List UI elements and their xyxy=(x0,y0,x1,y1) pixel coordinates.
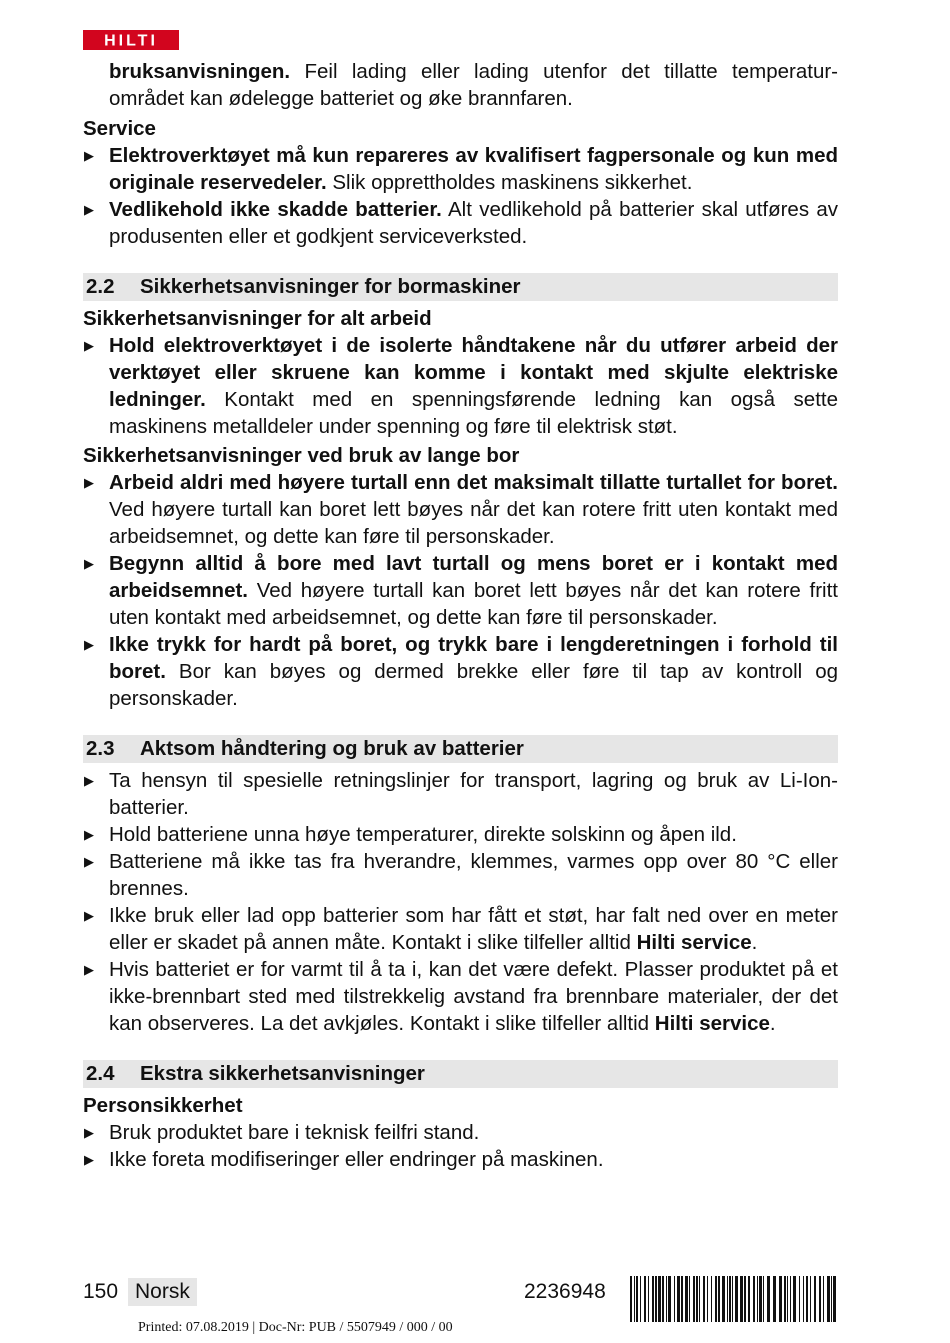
section-heading-2-2: 2.2 Sikkerhetsanvisninger for bormaskiner xyxy=(83,273,838,301)
triangle-bullet-icon: ▶ xyxy=(84,773,94,788)
subheading-personal-safety: Personsikkerhet xyxy=(83,1094,243,1117)
barcode-bar xyxy=(722,1276,725,1322)
barcode-bar xyxy=(823,1276,824,1322)
document-number: 2236948 xyxy=(524,1280,606,1303)
triangle-bullet-icon: ▶ xyxy=(84,1152,94,1167)
barcode-bar xyxy=(729,1276,731,1322)
barcode-bar xyxy=(787,1276,788,1322)
barcode-bar xyxy=(819,1276,821,1322)
barcode-bar xyxy=(799,1276,800,1322)
list-item: ▶ Elektroverktøyet må kun repareres av kvalifisert fagpersonale og kun med originale reservedeler. Slik opprettholdes maskinens sikkerhet. xyxy=(84,144,838,194)
document-body xyxy=(83,58,838,1173)
barcode-bar xyxy=(833,1276,836,1322)
page-footer xyxy=(83,1278,838,1308)
barcode-bar xyxy=(767,1276,770,1322)
barcode-bar xyxy=(662,1276,664,1322)
barcode-bar xyxy=(703,1276,705,1322)
section-heading-2-4: 2.4 Ekstra sikkerhetsanvisninger xyxy=(83,1060,838,1088)
barcode-bar xyxy=(793,1276,796,1322)
barcode-bar xyxy=(707,1276,708,1322)
barcode-bar xyxy=(693,1276,695,1322)
barcode-bar xyxy=(711,1276,712,1322)
barcode-bar xyxy=(727,1276,728,1322)
triangle-bullet-icon: ▶ xyxy=(84,1125,94,1140)
barcode-bar xyxy=(634,1276,635,1322)
subheading-long-bits: Sikkerhetsanvisninger ved bruk av lange bor xyxy=(83,444,520,467)
list-item: ▶ Ikke bruk eller lad opp batterier som har fått et støt, har falt ned over en meter eller er skadet på annen måte. Kontakt i slike tilfeller alltid Hilti service. xyxy=(84,904,838,954)
barcode-bar xyxy=(748,1276,750,1322)
service-heading: Service xyxy=(83,117,156,140)
language-label: Norsk xyxy=(128,1278,197,1306)
barcode-bar xyxy=(674,1276,675,1322)
barcode-bar xyxy=(753,1276,755,1322)
barcode-bar xyxy=(740,1276,743,1322)
barcode-bar xyxy=(630,1276,632,1322)
intro-paragraph: bruksanvisningen. Feil lading eller lading utenfor det tillatte temperatur-området kan ødelegge batteriet og øke brannfaren. xyxy=(109,60,838,110)
triangle-bullet-icon: ▶ xyxy=(84,475,94,490)
barcode-bar xyxy=(668,1276,671,1322)
list-item: ▶ Arbeid aldri med høyere turtall enn det maksimalt tillatte turtallet for boret. Ved høyere turtall kan boret lett bøyes når det kan rotere fritt uten kontakt med arbeidsemnet, og dette kan føre til personskader. xyxy=(84,471,838,548)
list-item: ▶ Hold elektroverktøyet i de isolerte håndtakene når du utfører arbeid der verktøyet eller skruene kan komme i kontakt med skjulte elektriske ledninger. Kontakt med en spenningsførende ledning kan også sette maskinens metalldeler under spenning og føre til elektrisk støt. xyxy=(84,334,838,438)
triangle-bullet-icon: ▶ xyxy=(84,827,94,842)
list-item: ▶ Ta hensyn til spesielle retningslinjer for transport, lagring og bruk av Li-Ion-batterier. xyxy=(84,769,838,819)
barcode-bar xyxy=(827,1276,830,1322)
barcode-bar xyxy=(831,1276,832,1322)
barcode-bar xyxy=(655,1276,657,1322)
subheading-all-work: Sikkerhetsanvisninger for alt arbeid xyxy=(83,307,432,330)
barcode-bar xyxy=(806,1276,808,1322)
list-item: ▶ Bruk produktet bare i teknisk feilfri stand. xyxy=(84,1121,480,1144)
barcode-bar xyxy=(773,1276,776,1322)
triangle-bullet-icon: ▶ xyxy=(84,854,94,869)
barcode-bar xyxy=(677,1276,680,1322)
barcode-bar xyxy=(784,1276,786,1322)
barcode-bar xyxy=(699,1276,700,1322)
barcode-bar xyxy=(644,1276,646,1322)
barcode-bar xyxy=(666,1276,667,1322)
triangle-bullet-icon: ▶ xyxy=(84,637,94,652)
svg-text:HILTI: HILTI xyxy=(104,32,158,50)
triangle-bullet-icon: ▶ xyxy=(84,556,94,571)
barcode-bar xyxy=(803,1276,804,1322)
list-item: ▶ Vedlikehold ikke skadde batterier. Alt vedlikehold på batterier skal utføres av produsenten eller et godkjent serviceverksted. xyxy=(84,198,839,248)
list-item: ▶ Hold batteriene unna høye temperaturer, direkte solskinn og åpen ild. xyxy=(84,823,737,846)
barcode-bar xyxy=(652,1276,654,1322)
list-item: ▶ Hvis batteriet er for varmt til å ta i, kan det være defekt. Plasser produktet på et ikke-brennbart sted med tilstrekkelig avstand fra brennbare materialer, der det kan observeres. La det avkjøles. Kontakt i slike tilfeller alltid Hilti service. xyxy=(84,958,838,1035)
triangle-bullet-icon: ▶ xyxy=(84,338,94,353)
triangle-bullet-icon: ▶ xyxy=(84,148,94,163)
barcode-bar xyxy=(648,1276,649,1322)
list-item: ▶ Ikke foreta modifiseringer eller endringer på maskinen. xyxy=(84,1148,604,1171)
barcode-bar xyxy=(763,1276,764,1322)
barcode-bar xyxy=(779,1276,782,1322)
hilti-logo xyxy=(83,30,179,50)
barcode-bar xyxy=(759,1276,762,1322)
barcode-icon xyxy=(630,1276,838,1322)
barcode-bar xyxy=(696,1276,698,1322)
triangle-bullet-icon: ▶ xyxy=(84,908,94,923)
page-number: 150 xyxy=(83,1280,119,1303)
barcode-bar xyxy=(715,1276,717,1322)
section-heading-2-3: 2.3 Aktsom håndtering og bruk av batterier xyxy=(83,735,838,763)
barcode-bar xyxy=(640,1276,641,1322)
barcode-bar xyxy=(735,1276,738,1322)
barcode-bar xyxy=(658,1276,661,1322)
barcode-bar xyxy=(814,1276,816,1322)
list-item: ▶ Ikke trykk for hardt på boret, og trykk bare i lengderetningen i forhold til boret. Bor kan bøyes og dermed brekke eller føre til tap av kontroll og personskader. xyxy=(84,633,838,710)
triangle-bullet-icon: ▶ xyxy=(84,202,94,217)
triangle-bullet-icon: ▶ xyxy=(84,962,94,977)
list-item: ▶ Begynn alltid å bore med lavt turtall og mens boret er i kontakt med arbeidsemnet. Ved høyere turtall kan boret lett bøyes når det kan rotere fritt uten kontakt med arbeidsemnet, og dette kan føre til personskader. xyxy=(84,552,838,629)
list-item: ▶ Batteriene må ikke tas fra hverandre, klemmes, varmes opp over 80 °C eller brennes. xyxy=(84,850,838,900)
print-info: Printed: 07.08.2019 | Doc-Nr: PUB / 5507949 / 000 / 00 xyxy=(138,1320,453,1335)
barcode-bar xyxy=(757,1276,758,1322)
barcode-bar xyxy=(732,1276,733,1322)
barcode-bar xyxy=(718,1276,720,1322)
barcode-bar xyxy=(685,1276,688,1322)
barcode-bar xyxy=(744,1276,746,1322)
barcode-bar xyxy=(681,1276,683,1322)
barcode-bar xyxy=(790,1276,791,1322)
barcode-bar xyxy=(636,1276,638,1322)
barcode-bar xyxy=(689,1276,690,1322)
barcode-bar xyxy=(810,1276,811,1322)
